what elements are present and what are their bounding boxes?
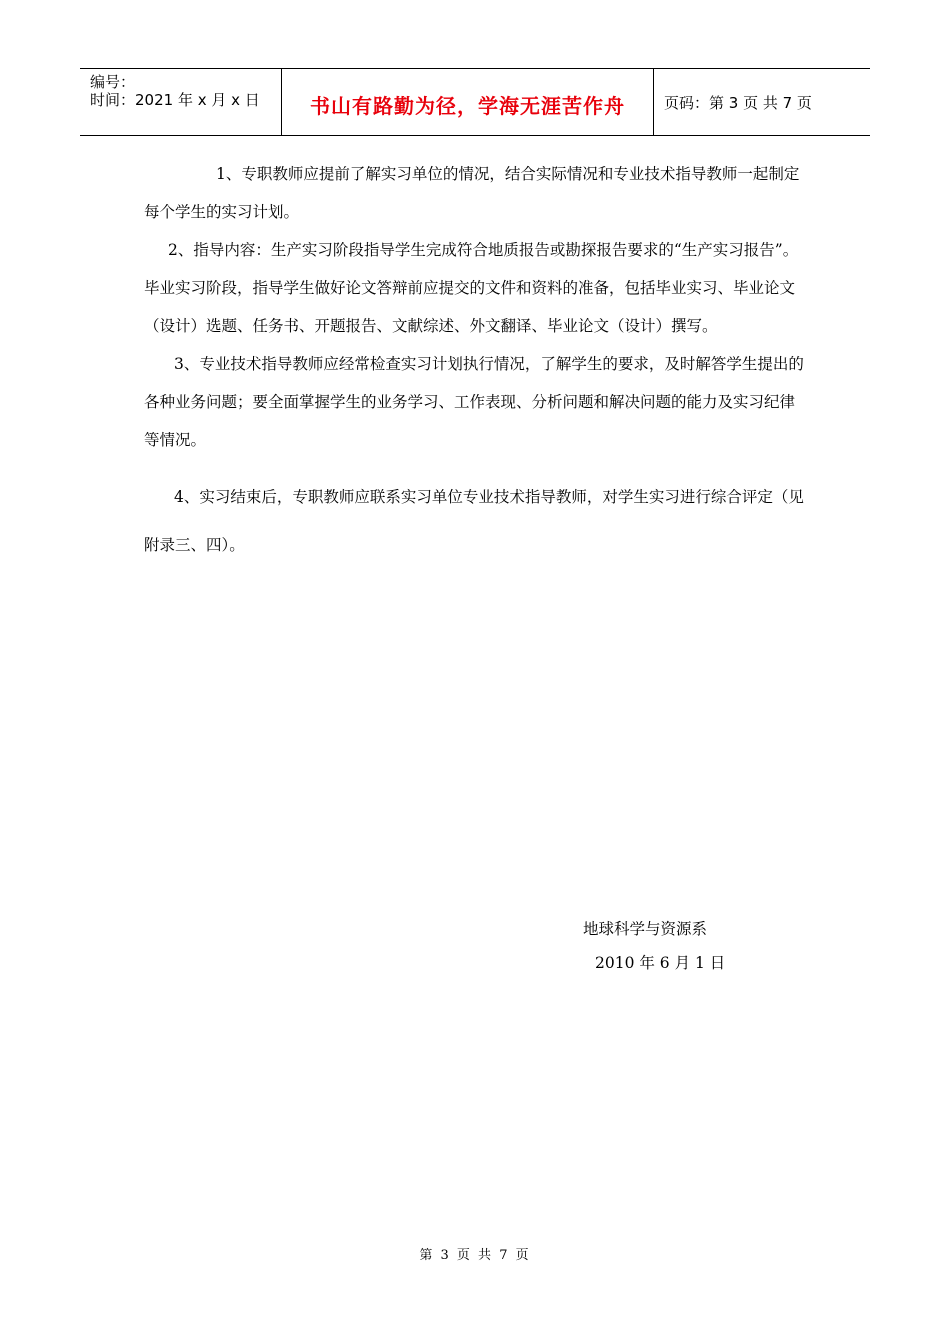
department-name: 地球科学与资源系	[583, 920, 708, 938]
motto: 书山有路勤为径，学海无涯苦作舟	[310, 93, 625, 118]
paragraph-3: 3、专业技术指导教师应经常检查实习计划执行情况，了解学生的要求，及时解答学生提出的各种业务问题；要全面掌握学生的业务学习、工作表现、分析问题和解决问题的能力及实习纪律等情况。	[144, 355, 804, 449]
footer-page-number: 第 3 页 共 7 页	[419, 1248, 531, 1263]
paragraph-4: 4、实习结束后，专职教师应联系实习单位专业技术指导教师，对学生实习进行综合评定（见附录三、四）。	[144, 488, 804, 554]
page-header	[80, 68, 870, 136]
serial-label: 编号：	[90, 73, 136, 91]
header-motto-cell	[282, 69, 654, 135]
signature-block	[583, 912, 725, 980]
signature-date: 2010 年 6 月 1 日	[595, 954, 726, 972]
page-footer	[0, 1244, 950, 1263]
document-body	[144, 155, 804, 569]
page-info: 页码：第 3 页 共 7 页	[664, 93, 812, 112]
paragraph-2: 2、指导内容：生产实习阶段指导学生完成符合地质报告或勘探报告要求的“生产实习报告”。毕业实习阶段，指导学生做好论文答辩前应提交的文件和资料的准备，包括毕业实习、毕业论文（设计）选题、任务书、开题报告、文献综述、外文翻译、毕业论文（设计）撰写。	[144, 241, 799, 335]
header-page-cell	[654, 69, 870, 135]
time-label: 时间：2021 年 x 月 x 日	[90, 91, 260, 109]
paragraph-1: 1、专职教师应提前了解实习单位的情况，结合实际情况和专业技术指导教师一起制定每个学生的实习计划。	[144, 165, 800, 221]
header-meta-cell	[80, 69, 282, 135]
